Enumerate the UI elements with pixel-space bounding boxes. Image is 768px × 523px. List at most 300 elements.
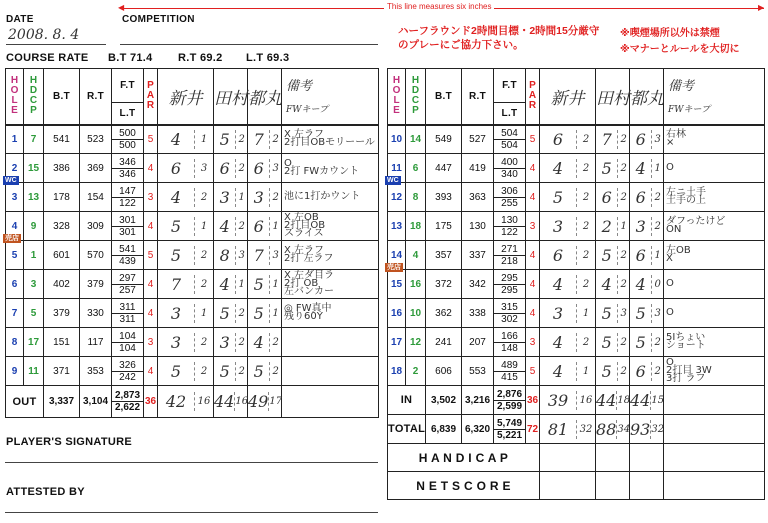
putts[interactable]: 2	[620, 278, 627, 290]
hole-remark[interactable]	[282, 270, 379, 299]
putts[interactable]: 1	[620, 220, 627, 232]
putts[interactable]: 2	[238, 133, 245, 145]
score-cell[interactable]	[158, 386, 214, 418]
putts[interactable]: 2	[200, 249, 208, 261]
strokes[interactable]: 6	[630, 246, 652, 265]
strokes[interactable]: 5	[596, 159, 618, 178]
signature-line[interactable]	[5, 462, 378, 463]
putts[interactable]: 2	[238, 220, 245, 232]
hole-lt: 311	[119, 313, 136, 325]
score-cell[interactable]	[540, 328, 596, 357]
hole-remark[interactable]	[664, 183, 765, 212]
putts[interactable]: 1	[582, 307, 590, 319]
hole-rt: 154	[80, 183, 112, 212]
putts[interactable]: 2	[654, 336, 661, 348]
putts[interactable]: 2	[200, 191, 208, 203]
putts[interactable]: 3	[272, 249, 279, 261]
strokes[interactable]: 4	[214, 217, 236, 236]
putts[interactable]: 1	[200, 307, 208, 319]
putts[interactable]: 2	[238, 307, 245, 319]
handicap-cell[interactable]	[664, 444, 765, 472]
hole-remark[interactable]	[282, 299, 379, 328]
score-cell[interactable]	[596, 125, 630, 154]
putts[interactable]: 1	[582, 365, 590, 377]
strokes[interactable]: 44	[214, 392, 235, 411]
hole-remark[interactable]	[282, 125, 379, 154]
in-bt: 3,502	[426, 386, 462, 415]
remark-line: 3打 ラフ	[666, 373, 706, 384]
hole-row	[388, 212, 765, 241]
net-score-cell[interactable]	[664, 472, 765, 500]
hole-rt: 130	[462, 212, 494, 241]
strokes[interactable]: 7	[596, 130, 618, 149]
strokes[interactable]: 3	[630, 217, 652, 236]
score-cell[interactable]	[540, 415, 596, 444]
hole-remark[interactable]	[664, 212, 765, 241]
putts[interactable]: 3	[620, 307, 627, 319]
strokes[interactable]: 93	[630, 419, 651, 439]
score-cell[interactable]	[214, 299, 248, 328]
strokes[interactable]: 44	[596, 390, 617, 410]
strokes[interactable]: 88	[596, 419, 617, 439]
strokes[interactable]: 5	[596, 246, 618, 265]
score-cell[interactable]	[248, 183, 282, 212]
score-cell[interactable]	[248, 299, 282, 328]
strokes[interactable]: 7	[248, 130, 270, 149]
net-score-row	[388, 472, 765, 500]
score-cell[interactable]	[540, 386, 596, 415]
putts[interactable]: 2	[620, 162, 627, 174]
handicap-cell[interactable]	[630, 444, 664, 472]
hole-hdcp: 7	[24, 125, 44, 154]
date-underline	[6, 44, 106, 45]
strokes[interactable]: 5	[248, 362, 270, 381]
putts[interactable]: 2	[620, 365, 627, 377]
net-score-cell[interactable]	[596, 472, 630, 500]
score-cell[interactable]	[158, 328, 214, 357]
strokes[interactable]: 4	[596, 275, 618, 294]
score-cell[interactable]	[596, 299, 630, 328]
hole-ft-lt	[112, 357, 144, 386]
score-cell[interactable]	[630, 241, 664, 270]
hole-rt: 353	[80, 357, 112, 386]
score-cell[interactable]	[158, 241, 214, 270]
strokes[interactable]: 6	[630, 188, 652, 207]
strokes[interactable]: 4	[540, 159, 577, 178]
hole-row	[388, 183, 765, 212]
out-par: 36	[144, 386, 158, 418]
score-cell[interactable]	[596, 386, 630, 415]
score-cell[interactable]	[214, 328, 248, 357]
hole-bt: 549	[426, 125, 462, 154]
score-cell[interactable]	[540, 299, 596, 328]
strokes[interactable]: 7	[248, 246, 270, 265]
hole-bt: 393	[426, 183, 462, 212]
hole-remark[interactable]	[664, 154, 765, 183]
par-header	[144, 69, 158, 125]
hole-ft: 306	[494, 186, 525, 198]
score-cell[interactable]	[596, 328, 630, 357]
date-value[interactable]: 2008. 8. 4	[8, 27, 80, 43]
putts[interactable]: 2	[200, 278, 208, 290]
putts[interactable]: 3	[238, 249, 245, 261]
hole-hdcp: 13	[24, 183, 44, 212]
strokes[interactable]: 6	[596, 188, 618, 207]
score-cell[interactable]	[158, 299, 214, 328]
score-cell[interactable]	[596, 415, 630, 444]
putts[interactable]: 2	[238, 162, 245, 174]
hole-bt: 241	[426, 328, 462, 357]
score-cell[interactable]	[540, 212, 596, 241]
score-cell[interactable]	[596, 212, 630, 241]
putts[interactable]: 16	[579, 394, 593, 406]
strokes[interactable]: 4	[630, 275, 652, 294]
putts[interactable]: 2	[620, 191, 627, 203]
score-cell[interactable]	[540, 154, 596, 183]
score-cell[interactable]	[540, 357, 596, 386]
score-cell[interactable]	[630, 154, 664, 183]
strokes[interactable]: 4	[540, 362, 577, 381]
hole-hdcp: 15	[24, 154, 44, 183]
strokes[interactable]: 5	[248, 304, 270, 323]
putts[interactable]: 1	[272, 278, 279, 290]
putts[interactable]: 1	[238, 191, 245, 203]
hole-row	[6, 299, 379, 328]
remark-line: O	[284, 158, 292, 169]
strokes[interactable]: 6	[630, 130, 652, 149]
hole-remark[interactable]	[282, 357, 379, 386]
hole-remark[interactable]	[282, 212, 379, 241]
in-remark[interactable]	[664, 386, 765, 415]
strokes[interactable]: 5	[596, 304, 618, 323]
score-cell[interactable]	[248, 125, 282, 154]
putts[interactable]: 32	[579, 423, 593, 435]
hole-hdcp: 17	[24, 328, 44, 357]
player-1-name[interactable]: 新井	[540, 69, 596, 125]
strokes[interactable]: 5	[596, 333, 618, 352]
attested-line[interactable]	[5, 512, 378, 513]
hole-row	[6, 270, 379, 299]
hole-remark[interactable]	[282, 241, 379, 270]
hole-remark[interactable]	[664, 328, 765, 357]
remark-line: X 左ラフ	[284, 245, 325, 256]
net-score-cell[interactable]	[630, 472, 664, 500]
hole-par: 5	[526, 357, 540, 386]
putts[interactable]: 2	[200, 336, 208, 348]
strokes[interactable]: 49	[248, 392, 269, 411]
score-cell[interactable]	[158, 357, 214, 386]
score-cell[interactable]	[158, 270, 214, 299]
hole-bt: 386	[44, 154, 80, 183]
strokes[interactable]: 5	[158, 217, 195, 236]
hole-hdcp: 9	[24, 212, 44, 241]
pink-letter: L	[393, 95, 400, 107]
putts[interactable]: 1	[200, 220, 208, 232]
hole-lt: 295	[501, 284, 518, 296]
hole-bt: 372	[426, 270, 462, 299]
hole-hdcp: 2	[406, 357, 426, 386]
score-cell[interactable]	[248, 154, 282, 183]
strokes[interactable]: 3	[214, 188, 236, 207]
putts[interactable]: 16	[235, 396, 249, 407]
score-cell[interactable]	[596, 241, 630, 270]
score-cell[interactable]	[248, 386, 282, 418]
score-cell[interactable]	[540, 270, 596, 299]
score-cell[interactable]	[248, 212, 282, 241]
putts[interactable]: 2	[238, 365, 245, 377]
strokes[interactable]: 6	[540, 130, 577, 149]
hole-remark[interactable]	[664, 241, 765, 270]
player-3-name[interactable]: 都丸	[248, 69, 282, 125]
pink-letter: L	[11, 95, 18, 107]
strokes[interactable]: 6	[248, 217, 270, 236]
strokes[interactable]: 6	[214, 159, 236, 178]
score-cell[interactable]	[214, 212, 248, 241]
six-inch-label: This line measures six inches	[384, 2, 494, 11]
strokes[interactable]: 8	[214, 246, 236, 265]
strokes[interactable]: 4	[214, 275, 236, 294]
hole-remark[interactable]	[282, 154, 379, 183]
handicap-label: H A N D I C A P	[388, 444, 540, 472]
putts[interactable]: 2	[582, 249, 590, 261]
score-cell[interactable]	[630, 125, 664, 154]
strokes[interactable]: 44	[630, 390, 651, 410]
strokes[interactable]: 5	[214, 362, 236, 381]
hole-remark[interactable]	[664, 125, 765, 154]
player-2-name[interactable]: 田村	[214, 69, 248, 125]
remarks-subtitle: FWキープ	[286, 105, 329, 115]
score-cell[interactable]	[630, 386, 664, 415]
score-cell[interactable]	[540, 183, 596, 212]
score-cell[interactable]	[158, 183, 214, 212]
strokes[interactable]: 81	[540, 420, 577, 439]
score-cell[interactable]	[630, 357, 664, 386]
out-remark[interactable]	[282, 386, 379, 418]
putts[interactable]: 16	[197, 396, 211, 407]
red-letter: R	[146, 100, 155, 112]
strokes[interactable]: 3	[158, 304, 195, 323]
strokes[interactable]: 5	[158, 362, 195, 381]
strokes[interactable]: 5	[596, 362, 618, 381]
hole-number: 売店 5	[6, 241, 24, 270]
putts[interactable]: 18	[617, 394, 631, 406]
hole-ft-lt	[112, 270, 144, 299]
hole-rt: 338	[462, 299, 494, 328]
remark-line: ダフったけど	[666, 216, 726, 227]
strokes[interactable]: 5	[214, 304, 236, 323]
score-cell[interactable]	[596, 154, 630, 183]
putts[interactable]: 2	[582, 278, 590, 290]
score-cell[interactable]	[248, 241, 282, 270]
score-cell[interactable]	[158, 125, 214, 154]
score-cell[interactable]	[540, 241, 596, 270]
remark-line: 2打 左ラフ	[284, 253, 334, 264]
score-cell[interactable]	[630, 415, 664, 444]
putts[interactable]: 1	[654, 162, 661, 174]
strokes[interactable]: 39	[540, 391, 577, 410]
putts[interactable]: 2	[654, 365, 661, 377]
putts[interactable]: 2	[200, 365, 208, 377]
hole-remark[interactable]	[282, 328, 379, 357]
putts[interactable]: 2	[620, 249, 627, 261]
strokes[interactable]: 4	[158, 188, 195, 207]
score-cell[interactable]	[630, 183, 664, 212]
in-rt: 3,216	[462, 386, 494, 415]
score-cell[interactable]	[214, 241, 248, 270]
putts[interactable]: 2	[582, 133, 590, 145]
hole-number: 13	[388, 212, 406, 241]
putts[interactable]: 2	[272, 191, 279, 203]
hole-par: 5	[144, 125, 158, 154]
score-cell[interactable]	[214, 125, 248, 154]
putts[interactable]: 1	[272, 220, 279, 232]
score-cell[interactable]	[630, 299, 664, 328]
remark-line: 左ニ土手	[666, 187, 706, 198]
score-cell[interactable]	[248, 357, 282, 386]
hole-lt: 242	[119, 371, 136, 383]
strokes[interactable]: 6	[248, 159, 270, 178]
putts[interactable]: 2	[654, 220, 661, 232]
hole-remark[interactable]	[664, 299, 765, 328]
score-cell[interactable]	[214, 386, 248, 418]
strokes[interactable]: 4	[630, 159, 652, 178]
strokes[interactable]: 6	[158, 159, 195, 178]
handicap-cell[interactable]	[596, 444, 630, 472]
putts[interactable]: 3	[654, 307, 661, 319]
putts[interactable]: 2	[620, 336, 627, 348]
putts[interactable]: 2	[238, 336, 245, 348]
header-row	[6, 69, 379, 103]
putts[interactable]: 2	[582, 336, 590, 348]
strokes[interactable]: 5	[248, 275, 270, 294]
strokes[interactable]: 3	[540, 217, 577, 236]
strokes[interactable]: 5	[540, 188, 577, 207]
putts[interactable]: 3	[200, 162, 208, 174]
putts[interactable]: 3	[272, 162, 279, 174]
putts[interactable]: 0	[654, 278, 661, 290]
strokes[interactable]: 6	[630, 362, 652, 381]
putts[interactable]: 2	[272, 133, 279, 145]
hole-number: 17	[388, 328, 406, 357]
hole-remark[interactable]	[664, 357, 765, 386]
putts[interactable]: 17	[269, 396, 283, 407]
remark-line: 2打目 3W	[666, 365, 712, 376]
remark-line: 池に1打かウント	[284, 191, 361, 202]
score-cell[interactable]	[158, 212, 214, 241]
score-cell[interactable]	[630, 328, 664, 357]
score-cell[interactable]	[596, 270, 630, 299]
green-letter: C	[411, 95, 420, 107]
hole-ft-lt	[112, 212, 144, 241]
score-cell[interactable]	[214, 357, 248, 386]
hole-remark[interactable]	[282, 183, 379, 212]
strokes[interactable]: 5	[630, 333, 652, 352]
strokes[interactable]: 3	[248, 188, 270, 207]
putts[interactable]: 2	[582, 220, 590, 232]
putts[interactable]: 1	[654, 249, 661, 261]
score-cell[interactable]	[596, 357, 630, 386]
putts[interactable]: 2	[582, 162, 590, 174]
score-cell[interactable]	[248, 270, 282, 299]
score-cell[interactable]	[214, 270, 248, 299]
score-cell[interactable]	[596, 183, 630, 212]
hole-remark[interactable]	[664, 270, 765, 299]
score-cell[interactable]	[158, 154, 214, 183]
putts[interactable]: 1	[272, 307, 279, 319]
strokes[interactable]: 2	[596, 217, 618, 236]
putts[interactable]: 34	[617, 423, 631, 435]
hole-lt: 218	[501, 255, 518, 267]
total-remark[interactable]	[664, 415, 765, 444]
handicap-cell[interactable]	[540, 444, 596, 472]
score-cell[interactable]	[630, 270, 664, 299]
strokes[interactable]: 3	[540, 304, 577, 323]
hole-lt: 340	[501, 168, 518, 180]
strokes[interactable]: 3	[158, 333, 195, 352]
strokes[interactable]: 4	[248, 333, 270, 352]
hole-ft: 315	[494, 302, 525, 314]
remark-line: 左OB	[666, 245, 691, 256]
strokes[interactable]: 4	[540, 333, 577, 352]
strokes[interactable]: 5	[630, 304, 652, 323]
out-total-row	[6, 386, 379, 418]
player-3-name[interactable]: 都丸	[630, 69, 664, 125]
hole-ft-lt	[494, 125, 526, 154]
score-cell[interactable]	[540, 125, 596, 154]
putts[interactable]: 32	[651, 423, 665, 435]
strokes[interactable]: 42	[158, 392, 195, 411]
green-letter: D	[411, 85, 420, 97]
putts[interactable]: 1	[238, 278, 245, 290]
putts[interactable]: 15	[651, 394, 665, 406]
putts[interactable]: 2	[272, 365, 279, 377]
hole-rt: 342	[462, 270, 494, 299]
pace-notice: ハーフラウンド2時間目標・2時間15分厳守のプレーにご協力下さい。	[398, 25, 600, 51]
strokes[interactable]: 4	[540, 275, 577, 294]
score-cell[interactable]	[248, 328, 282, 357]
player-2-name[interactable]: 田村	[596, 69, 630, 125]
score-cell[interactable]	[214, 183, 248, 212]
score-cell[interactable]	[630, 212, 664, 241]
strokes[interactable]: 5	[214, 130, 236, 149]
strokes[interactable]: 7	[158, 275, 195, 294]
hole-lt: 148	[501, 342, 518, 354]
putts[interactable]: 2	[654, 191, 661, 203]
hole-hdcp: 5	[24, 299, 44, 328]
strokes[interactable]: 5	[158, 246, 195, 265]
putts[interactable]: 2	[582, 191, 590, 203]
putts[interactable]: 3	[654, 133, 661, 145]
putts[interactable]: 1	[200, 133, 208, 145]
score-cell[interactable]	[214, 154, 248, 183]
hole-rt: 309	[80, 212, 112, 241]
strokes[interactable]: 3	[214, 333, 236, 352]
hole-bt: 151	[44, 328, 80, 357]
out-lt: 2,622	[114, 402, 141, 413]
strokes[interactable]: 4	[158, 130, 195, 149]
hole-ft-lt	[494, 328, 526, 357]
putts[interactable]: 2	[620, 133, 627, 145]
hole-row	[388, 241, 765, 270]
remark-line: 2打目OBモリーール	[284, 137, 375, 149]
hole-bt: 175	[426, 212, 462, 241]
hole-hdcp: 8	[406, 183, 426, 212]
net-score-cell[interactable]	[540, 472, 596, 500]
hole-hdcp: 10	[406, 299, 426, 328]
player-1-name[interactable]: 新井	[158, 69, 214, 125]
strokes[interactable]: 6	[540, 246, 577, 265]
putts[interactable]: 2	[272, 336, 279, 348]
